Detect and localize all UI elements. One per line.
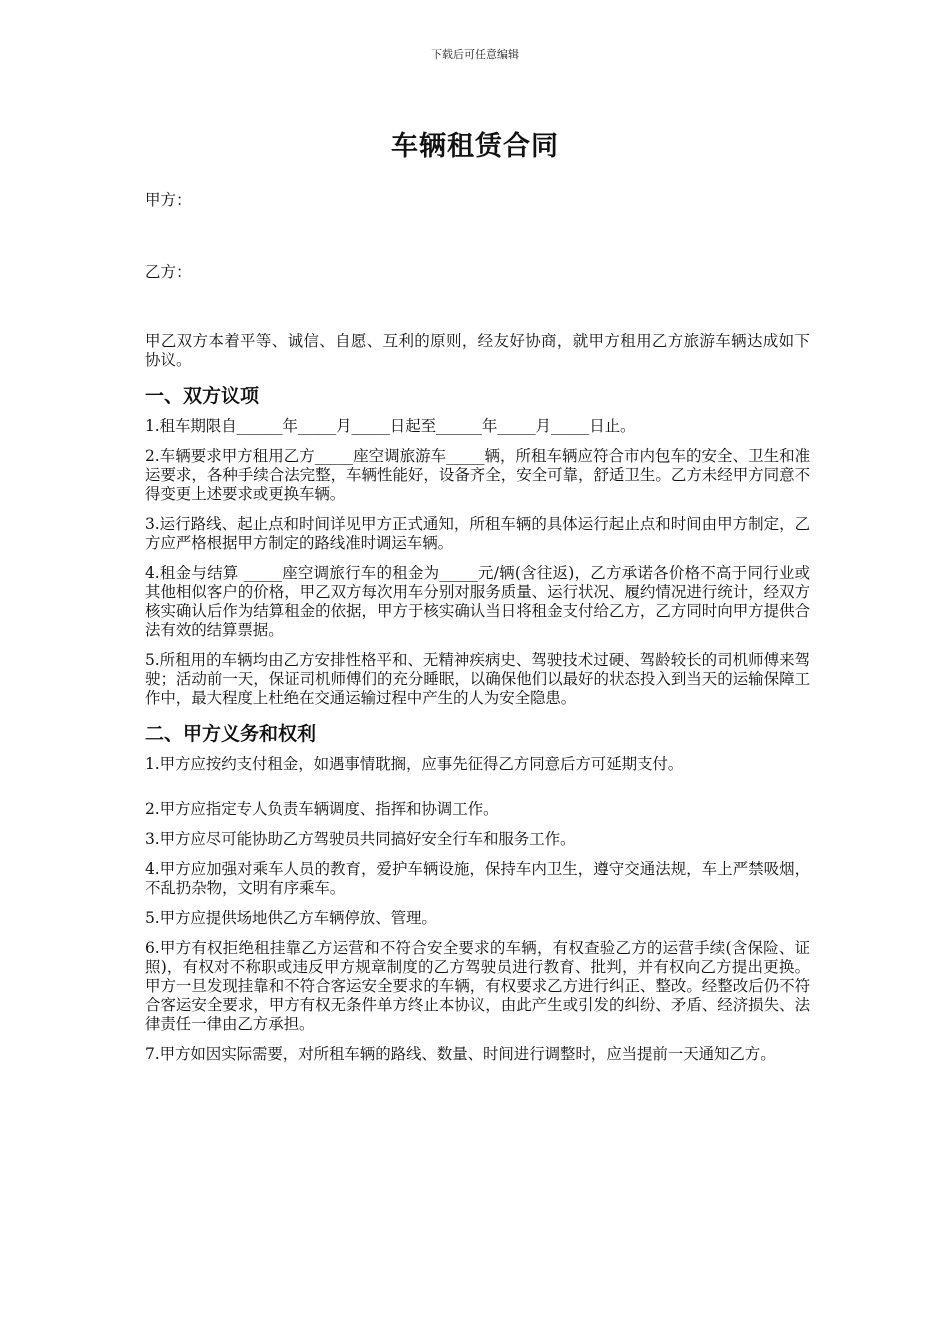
clause-2-5: 5.甲方应提供场地供乙方车辆停放、管理。: [145, 909, 437, 927]
header-note: 下载后可任意编辑: [431, 48, 519, 61]
clause-2-7: 7.甲方如因实际需要，对所租车辆的路线、数量、时间进行调整时，应当提前一天通知乙方。: [145, 1045, 776, 1063]
section-heading-mutual-items: 一、双方议项: [145, 385, 260, 407]
clause-2-6: 6.甲方有权拒绝租挂靠乙方运营和不符合安全要求的车辆，有权查验乙方的运营手续(含保险、证照)，有权对不称职或违反甲方规章制度的乙方驾驶员进行教育、批判，并有权向乙方提出更换。甲方一旦发现挂靠和不符合客运安全要求的车辆，有权要求乙方进行纠正、整改。经整改后仍不符合客运安全要求，甲方有权无条件单方终止本协议，由此产生或引发的纠纷、矛盾、经济损失、法律责任一律由乙方承担。: [145, 939, 810, 1033]
clause-2-4: 4.甲方应加强对乘车人员的教育，爱护车辆设施，保持车内卫生，遵守交通法规，车上严禁吸烟，不乱扔杂物，文明有序乘车。: [145, 860, 810, 897]
document-body: [145, 186, 810, 1075]
clause-1-3: 3.运行路线、起止点和时间详见甲方正式通知，所租车辆的具体运行起止点和时间由甲方制定，乙方应严格根据甲方制定的路线准时调运车辆。: [145, 515, 810, 552]
clause-2-1: 1.甲方应按约支付租金，如遇事情耽搁，应事先征得乙方同意后方可延期支付。: [145, 755, 684, 773]
page-title: 车辆租赁合同: [391, 131, 559, 162]
clause-1-1: 1.租车期限自______年_____月_____日起至______年_____月_____日止。: [145, 417, 636, 435]
clause-2-3: 3.甲方应尽可能协助乙方驾驶员共同搞好安全行车和服务工作。: [145, 830, 576, 848]
section-heading-party-a-duties: 二、甲方义务和权利: [145, 723, 317, 745]
clause-1-4: 4.租金与结算 _____座空调旅行车的租金为_____元/辆(含往返)，乙方承诺各价格不高于同行业或其他相似客户的价格，甲乙双方每次用车分别对服务质量、运行状况、履约情况进行统计，经双方核实确认后作为结算租金的依据，甲方于核实确认当日将租金支付给乙方，乙方同时向甲方提供合法有效的结算票据。: [145, 564, 810, 639]
clause-1-5: 5.所租用的车辆均由乙方安排性格平和、无精神疾病史、驾驶技术过硬、驾龄较长的司机师傅来驾驶；活动前一天，保证司机师傅们的充分睡眠，以确保他们以最好的状态投入到当天的运输保障工作中，最大程度上杜绝在交通运输过程中产生的人为安全隐患。: [145, 651, 810, 707]
intro-paragraph: 甲乙双方本着平等、诚信、自愿、互利的原则，经友好协商，就甲方租用乙方旅游车辆达成如下协议。: [145, 332, 810, 369]
clause-1-2: 2.车辆要求甲方租用乙方_____座空调旅游车_____辆，所租车辆应符合市内包车的安全、卫生和准运要求，各种手续合法完整，车辆性能好，设备齐全，安全可靠，舒适卫生。乙方未经甲方同意不得变更上述要求或更换车辆。: [145, 447, 810, 503]
party-a-label: 甲方：: [145, 191, 192, 209]
clause-2-2: 2.甲方应指定专人负责车辆调度、指挥和协调工作。: [145, 800, 499, 818]
party-b-label: 乙方：: [145, 263, 192, 281]
